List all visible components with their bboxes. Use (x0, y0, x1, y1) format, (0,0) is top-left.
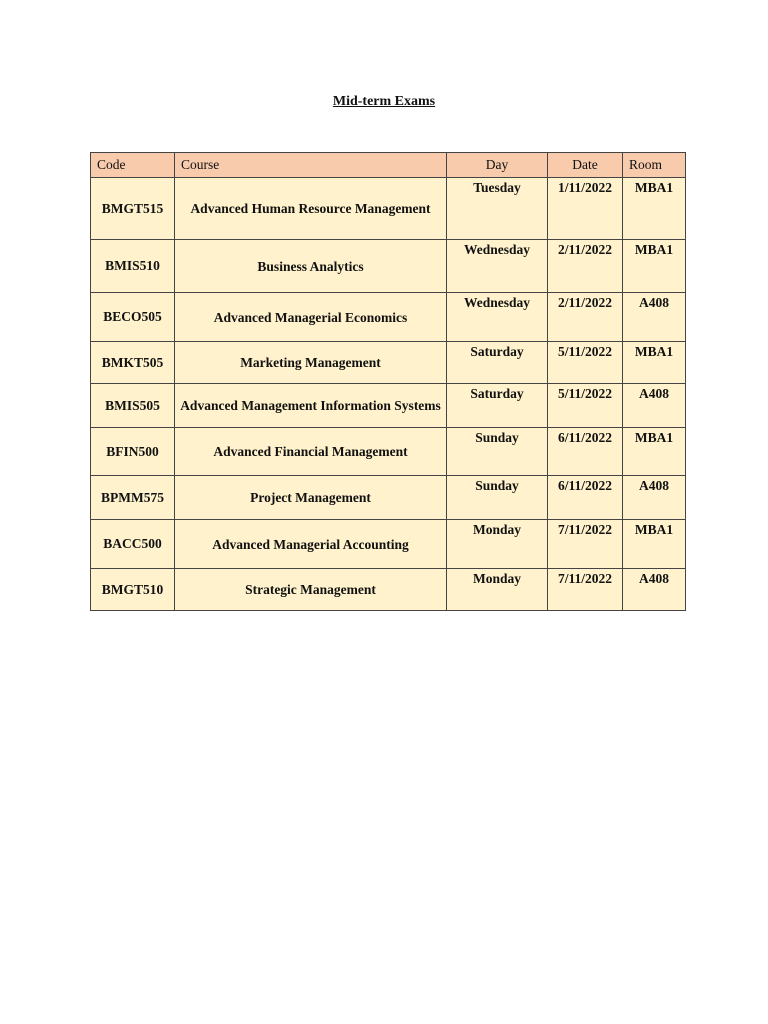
header-course: Course (175, 153, 447, 178)
cell-code: BMGT510 (91, 569, 175, 611)
cell-course: Project Management (175, 476, 447, 520)
cell-code: BFIN500 (91, 428, 175, 476)
cell-day: Tuesday (447, 178, 548, 240)
cell-day: Saturday (447, 342, 548, 384)
cell-date: 1/11/2022 (548, 178, 623, 240)
cell-course: Strategic Management (175, 569, 447, 611)
table-row (91, 384, 686, 428)
header-room: Room (623, 153, 686, 178)
cell-room: MBA1 (623, 342, 686, 384)
cell-date: 2/11/2022 (548, 240, 623, 293)
cell-course: Advanced Managerial Economics (175, 293, 447, 342)
table-row (91, 476, 686, 520)
page-title: Mid-term Exams (332, 94, 436, 109)
cell-date: 2/11/2022 (548, 293, 623, 342)
cell-date: 5/11/2022 (548, 384, 623, 428)
cell-code: BMIS505 (91, 384, 175, 428)
exam-schedule-table (90, 152, 686, 611)
table-row (91, 569, 686, 611)
cell-day: Sunday (447, 476, 548, 520)
header-day: Day (447, 153, 548, 178)
cell-code: BECO505 (91, 293, 175, 342)
cell-date: 5/11/2022 (548, 342, 623, 384)
table-row (91, 293, 686, 342)
cell-course: Advanced Managerial Accounting (175, 520, 447, 569)
cell-room: A408 (623, 476, 686, 520)
header-code: Code (91, 153, 175, 178)
cell-course: Business Analytics (175, 240, 447, 293)
cell-room: MBA1 (623, 428, 686, 476)
cell-day: Sunday (447, 428, 548, 476)
cell-code: BMIS510 (91, 240, 175, 293)
cell-room: MBA1 (623, 520, 686, 569)
cell-room: MBA1 (623, 178, 686, 240)
cell-date: 6/11/2022 (548, 476, 623, 520)
cell-day: Monday (447, 520, 548, 569)
cell-room: A408 (623, 293, 686, 342)
cell-room: MBA1 (623, 240, 686, 293)
cell-day: Wednesday (447, 293, 548, 342)
cell-date: 7/11/2022 (548, 569, 623, 611)
cell-course: Advanced Financial Management (175, 428, 447, 476)
cell-code: BACC500 (91, 520, 175, 569)
cell-room: A408 (623, 384, 686, 428)
cell-code: BMKT505 (91, 342, 175, 384)
cell-day: Monday (447, 569, 548, 611)
cell-course: Marketing Management (175, 342, 447, 384)
table-row (91, 178, 686, 240)
header-date: Date (548, 153, 623, 178)
table-row (91, 428, 686, 476)
cell-day: Saturday (447, 384, 548, 428)
table-row (91, 520, 686, 569)
table-header-row (91, 153, 686, 178)
table-row (91, 342, 686, 384)
cell-code: BPMM575 (91, 476, 175, 520)
cell-room: A408 (623, 569, 686, 611)
cell-day: Wednesday (447, 240, 548, 293)
cell-date: 6/11/2022 (548, 428, 623, 476)
table-row (91, 240, 686, 293)
cell-code: BMGT515 (91, 178, 175, 240)
cell-course: Advanced Management Information Systems (175, 384, 447, 428)
cell-course: Advanced Human Resource Management (175, 178, 447, 240)
cell-date: 7/11/2022 (548, 520, 623, 569)
